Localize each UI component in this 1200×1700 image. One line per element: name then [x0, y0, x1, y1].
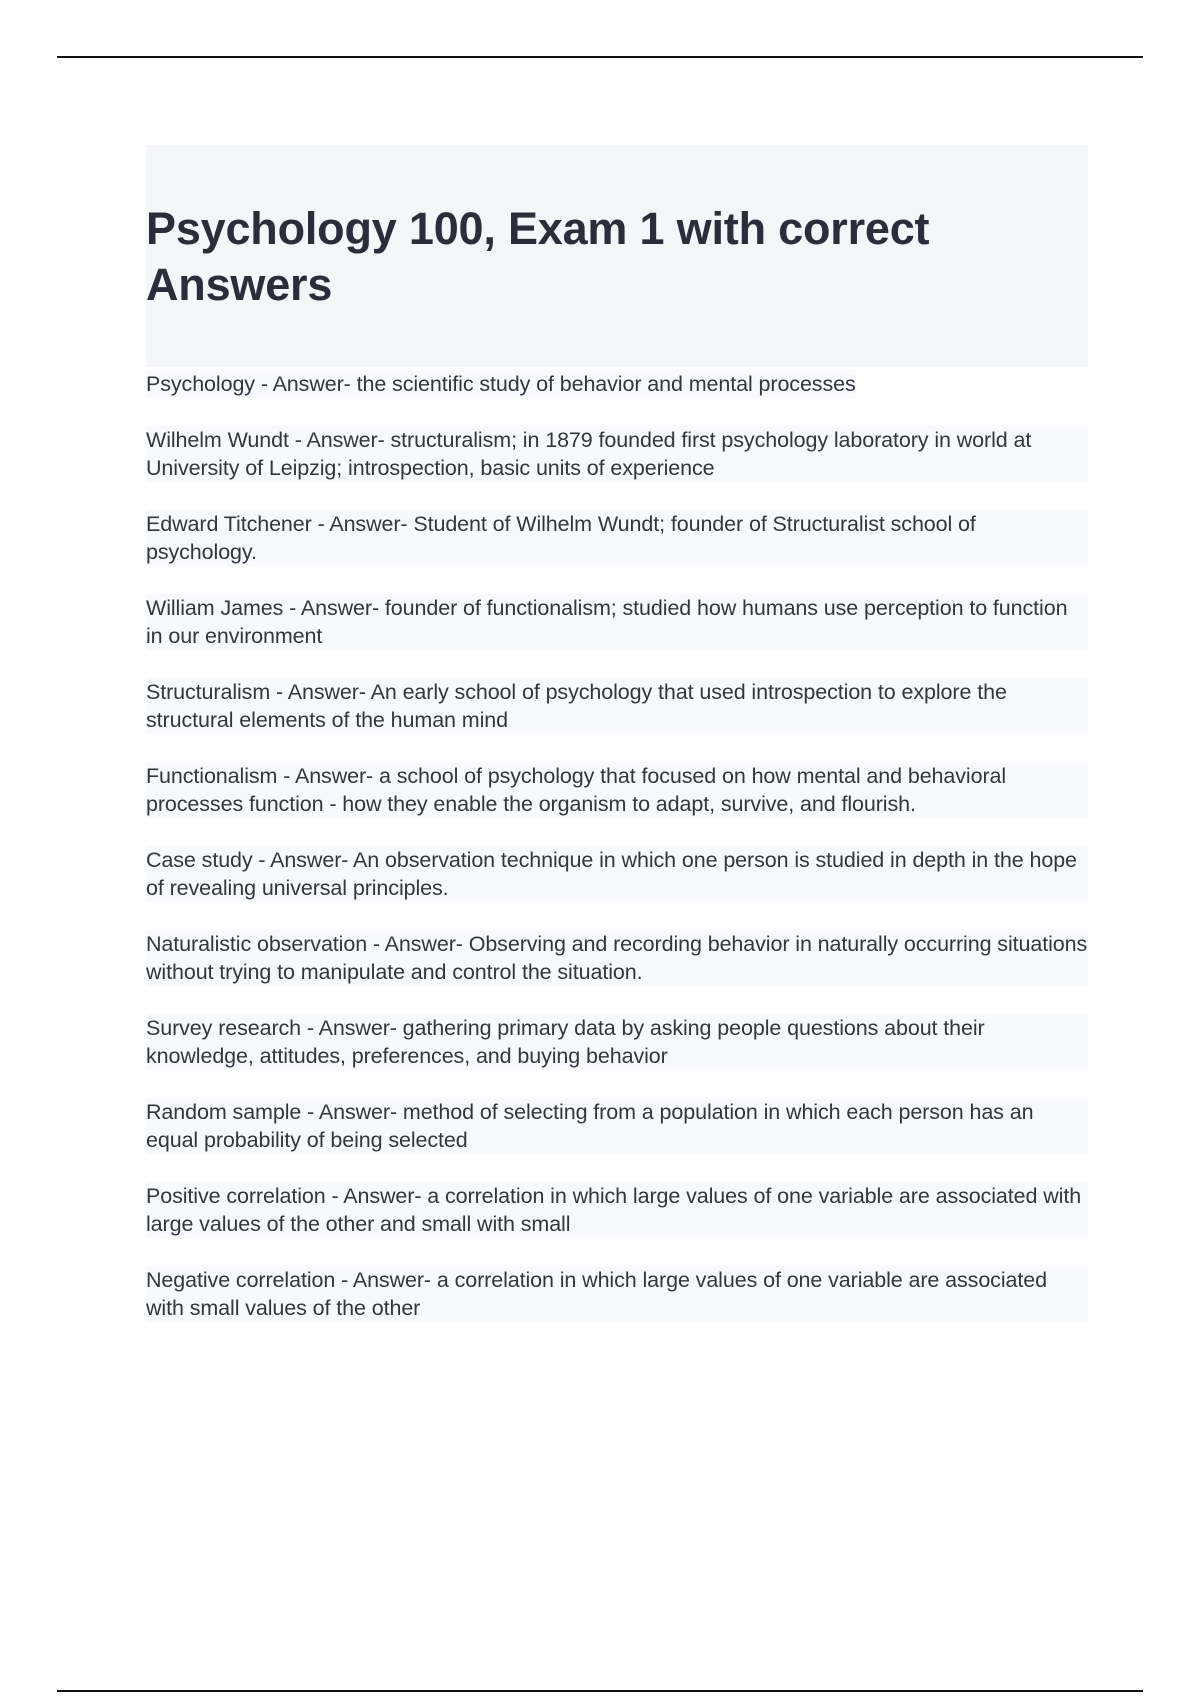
qa-entry: William James - Answer- founder of functionalism; studied how humans use perception to function in our environment: [146, 594, 1088, 650]
qa-list: [146, 370, 1088, 1322]
document-title: Psychology 100, Exam 1 with correct Answers: [146, 203, 930, 310]
qa-entry: Negative correlation - Answer- a correlation in which large values of one variable are associated with small values of the other: [146, 1266, 1088, 1322]
list-item: [146, 370, 1088, 398]
qa-entry: Functionalism - Answer- a school of psychology that focused on how mental and behavioral processes function - how they enable the organism to adapt, survive, and flourish.: [146, 762, 1088, 818]
qa-entry: Wilhelm Wundt - Answer- structuralism; in 1879 founded first psychology laboratory in world at University of Leipzig; introspection, basic units of experience: [146, 426, 1088, 482]
qa-entry: Edward Titchener - Answer- Student of Wilhelm Wundt; founder of Structuralist school of psychology.: [146, 510, 1088, 566]
list-item: [146, 678, 1088, 734]
list-item: [146, 1014, 1088, 1070]
qa-entry: Case study - Answer- An observation technique in which one person is studied in depth in the hope of revealing universal principles.: [146, 846, 1088, 902]
qa-entry: Random sample - Answer- method of selecting from a population in which each person has an equal probability of being selected: [146, 1098, 1088, 1154]
title-block: [146, 145, 1088, 367]
bottom-rule: [57, 1690, 1143, 1692]
qa-entry: Structuralism - Answer- An early school of psychology that used introspection to explore the structural elements of the human mind: [146, 678, 1088, 734]
document-body: [146, 145, 1088, 1322]
qa-entry: Positive correlation - Answer- a correlation in which large values of one variable are associated with large values of the other and small with small: [146, 1182, 1088, 1238]
qa-entry: Survey research - Answer- gathering primary data by asking people questions about their knowledge, attitudes, preferences, and buying behavior: [146, 1014, 1088, 1070]
list-item: [146, 426, 1088, 482]
top-rule: [57, 56, 1143, 58]
qa-entry: Naturalistic observation - Answer- Observing and recording behavior in naturally occurring situations without trying to manipulate and control the situation.: [146, 932, 1088, 984]
list-item: [146, 762, 1088, 818]
list-item: [146, 594, 1088, 650]
list-item: [146, 1098, 1088, 1154]
qa-entry: Psychology - Answer- the scientific study of behavior and mental processes: [146, 372, 856, 396]
list-item: [146, 1182, 1088, 1238]
list-item: [146, 846, 1088, 902]
list-item: [146, 930, 1088, 986]
list-item: [146, 510, 1088, 566]
list-item: [146, 1266, 1088, 1322]
